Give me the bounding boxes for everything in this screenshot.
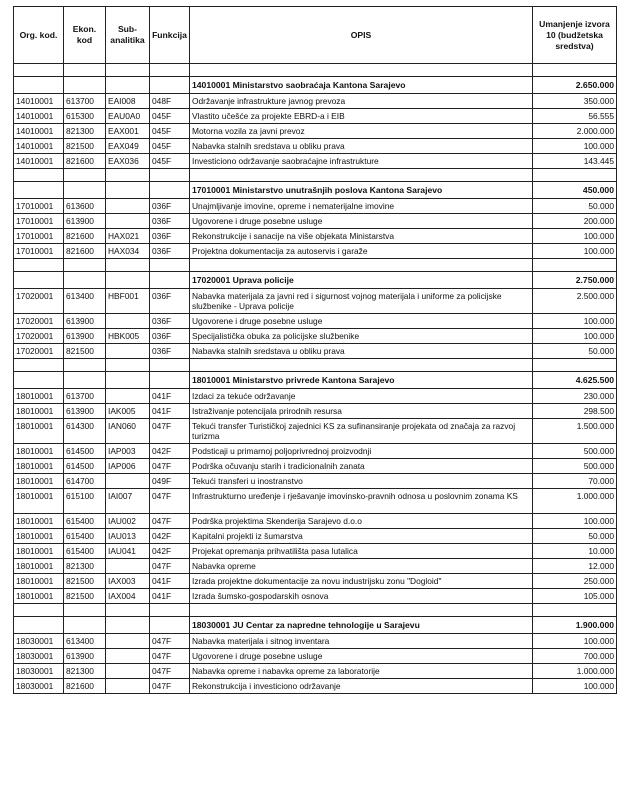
cell-description: Projekat opremanja prihvatilišta pasa lutalica — [190, 544, 533, 559]
cell-description: Rekonstrukcija i investiciono održavanje — [190, 679, 533, 694]
table-row — [14, 634, 617, 649]
table-row — [14, 474, 617, 489]
table-row — [14, 389, 617, 404]
cell-function: 047F — [150, 459, 190, 474]
cell-econ-code: 613900 — [64, 314, 106, 329]
cell-description — [190, 64, 533, 77]
section-total: 2.750.000 — [533, 272, 617, 289]
cell-subanalytics: EAI008 — [106, 94, 150, 109]
cell-description: Tekući transfer Turističkoj zajednici KS za sufinansiranje projekata od značaja za razvoj turizma — [190, 419, 533, 444]
cell-function: 036F — [150, 329, 190, 344]
cell-org-code: 14010001 — [14, 124, 64, 139]
section-total: 1.900.000 — [533, 617, 617, 634]
spacer-row — [14, 359, 617, 372]
spacer-row — [14, 169, 617, 182]
cell-description: Ugovorene i druge posebne usluge — [190, 649, 533, 664]
cell-org-code: 18010001 — [14, 529, 64, 544]
cell-subanalytics — [106, 559, 150, 574]
header-row — [14, 7, 617, 64]
cell-description: Infrastrukturno uređenje i rješavanje imovinsko-pravnih odnosa u poslovnim zonama KS — [190, 489, 533, 514]
cell-description: Vlastito učešće za projekte EBRD-a i EIB — [190, 109, 533, 124]
cell-subanalytics — [106, 604, 150, 617]
cell-subanalytics: EAX001 — [106, 124, 150, 139]
cell-amount — [533, 259, 617, 272]
cell-description: Nabavka materijala i sitnog inventara — [190, 634, 533, 649]
cell-amount — [533, 64, 617, 77]
cell-subanalytics — [106, 389, 150, 404]
col-header-ekon: Ekon. kod — [64, 7, 106, 64]
cell-econ-code — [64, 64, 106, 77]
cell-org-code: 18010001 — [14, 589, 64, 604]
cell-econ-code: 821500 — [64, 589, 106, 604]
cell-function: 036F — [150, 244, 190, 259]
cell-subanalytics: IAU013 — [106, 529, 150, 544]
cell-function: 047F — [150, 489, 190, 514]
cell-function: 042F — [150, 544, 190, 559]
cell-function: 042F — [150, 529, 190, 544]
cell-org-code: 18010001 — [14, 559, 64, 574]
cell-subanalytics — [106, 372, 150, 389]
cell-amount: 250.000 — [533, 574, 617, 589]
spacer-row — [14, 604, 617, 617]
cell-subanalytics: EAU0A0 — [106, 109, 150, 124]
cell-econ-code: 821300 — [64, 124, 106, 139]
cell-econ-code: 615400 — [64, 514, 106, 529]
cell-amount: 230.000 — [533, 389, 617, 404]
cell-description — [190, 359, 533, 372]
cell-subanalytics — [106, 314, 150, 329]
cell-amount: 1.000.000 — [533, 489, 617, 514]
cell-description: Nabavka stalnih sredstava u obliku prava — [190, 344, 533, 359]
cell-function: 047F — [150, 664, 190, 679]
cell-amount: 100.000 — [533, 229, 617, 244]
cell-org-code — [14, 64, 64, 77]
spacer-row — [14, 64, 617, 77]
table-row — [14, 289, 617, 314]
cell-description: Održavanje infrastrukture javnog prevoza — [190, 94, 533, 109]
table-row — [14, 109, 617, 124]
cell-org-code: 17010001 — [14, 244, 64, 259]
cell-function: 047F — [150, 559, 190, 574]
cell-amount: 2.000.000 — [533, 124, 617, 139]
cell-org-code: 18030001 — [14, 679, 64, 694]
cell-econ-code: 613900 — [64, 329, 106, 344]
cell-description: Rekonstrukcije i sanacije na više objekata Ministarstva — [190, 229, 533, 244]
cell-function — [150, 64, 190, 77]
cell-amount: 50.000 — [533, 344, 617, 359]
section-header-row — [14, 272, 617, 289]
cell-amount: 70.000 — [533, 474, 617, 489]
cell-amount: 100.000 — [533, 634, 617, 649]
cell-econ-code — [64, 77, 106, 94]
cell-description: Izrada šumsko-gospodarskih osnova — [190, 589, 533, 604]
cell-org-code: 18010001 — [14, 574, 64, 589]
cell-amount: 12.000 — [533, 559, 617, 574]
section-total: 2.650.000 — [533, 77, 617, 94]
cell-description: Motorna vozila za javni prevoz — [190, 124, 533, 139]
cell-description: Nabavka materijala za javni red i sigurnost vojnog materijala i uniforme za policijske službenike - Uprava policije — [190, 289, 533, 314]
cell-function: 041F — [150, 404, 190, 419]
cell-econ-code: 821500 — [64, 344, 106, 359]
cell-function: 047F — [150, 679, 190, 694]
cell-org-code: 17020001 — [14, 344, 64, 359]
cell-function: 047F — [150, 634, 190, 649]
cell-org-code: 18030001 — [14, 649, 64, 664]
cell-function: 048F — [150, 94, 190, 109]
cell-org-code — [14, 169, 64, 182]
cell-function: 036F — [150, 344, 190, 359]
cell-amount: 50.000 — [533, 529, 617, 544]
table-row — [14, 459, 617, 474]
cell-org-code: 18010001 — [14, 389, 64, 404]
cell-subanalytics — [106, 272, 150, 289]
section-title: 14010001 Ministarstvo saobraćaja Kantona Sarajevo — [190, 77, 533, 94]
cell-subanalytics — [106, 649, 150, 664]
cell-econ-code: 613600 — [64, 199, 106, 214]
cell-function: 041F — [150, 389, 190, 404]
cell-econ-code: 613900 — [64, 649, 106, 664]
col-header-org: Org. kod. — [14, 7, 64, 64]
cell-description: Podsticaji u primarnoj poljoprivrednoj proizvodnji — [190, 444, 533, 459]
cell-econ-code: 613400 — [64, 634, 106, 649]
table-row — [14, 589, 617, 604]
cell-function — [150, 77, 190, 94]
cell-econ-code: 613700 — [64, 94, 106, 109]
cell-description: Podrška očuvanju starih i tradicionalnih zanata — [190, 459, 533, 474]
cell-amount: 2.500.000 — [533, 289, 617, 314]
cell-subanalytics: HAX034 — [106, 244, 150, 259]
cell-description: Izdaci za tekuće održavanje — [190, 389, 533, 404]
cell-org-code: 14010001 — [14, 109, 64, 124]
cell-subanalytics — [106, 182, 150, 199]
cell-amount — [533, 359, 617, 372]
cell-amount: 500.000 — [533, 444, 617, 459]
table-row — [14, 199, 617, 214]
cell-amount: 350.000 — [533, 94, 617, 109]
col-header-desc: OPIS — [190, 7, 533, 64]
cell-econ-code: 614300 — [64, 419, 106, 444]
cell-econ-code — [64, 182, 106, 199]
cell-function — [150, 604, 190, 617]
cell-description — [190, 259, 533, 272]
cell-org-code: 17010001 — [14, 199, 64, 214]
cell-econ-code: 615100 — [64, 489, 106, 514]
cell-function: 045F — [150, 139, 190, 154]
cell-amount — [533, 604, 617, 617]
cell-econ-code: 821600 — [64, 229, 106, 244]
cell-org-code — [14, 272, 64, 289]
cell-function — [150, 259, 190, 272]
cell-subanalytics: IAP003 — [106, 444, 150, 459]
cell-econ-code: 613700 — [64, 389, 106, 404]
cell-subanalytics — [106, 214, 150, 229]
cell-subanalytics — [106, 64, 150, 77]
cell-description: Nabavka opreme — [190, 559, 533, 574]
cell-function: 036F — [150, 289, 190, 314]
table-row — [14, 544, 617, 559]
cell-amount: 10.000 — [533, 544, 617, 559]
cell-org-code: 18030001 — [14, 664, 64, 679]
cell-econ-code: 614700 — [64, 474, 106, 489]
cell-econ-code: 614500 — [64, 444, 106, 459]
cell-org-code: 18010001 — [14, 444, 64, 459]
table-row — [14, 649, 617, 664]
cell-function — [150, 372, 190, 389]
cell-function: 047F — [150, 419, 190, 444]
cell-amount: 1.500.000 — [533, 419, 617, 444]
cell-function: 049F — [150, 474, 190, 489]
col-header-amount: Umanjenje izvora 10 (budžetska sredstva) — [533, 7, 617, 64]
cell-description: Izrada projektne dokumentacije za novu industrijsku zonu "Dogloid" — [190, 574, 533, 589]
section-header-row — [14, 182, 617, 199]
cell-subanalytics: HBK005 — [106, 329, 150, 344]
table-row — [14, 229, 617, 244]
cell-function: 036F — [150, 214, 190, 229]
cell-description: Istraživanje potencijala prirodnih resursa — [190, 404, 533, 419]
cell-amount: 100.000 — [533, 244, 617, 259]
cell-function: 042F — [150, 444, 190, 459]
cell-subanalytics — [106, 344, 150, 359]
cell-subanalytics — [106, 617, 150, 634]
cell-amount: 100.000 — [533, 329, 617, 344]
cell-function: 041F — [150, 574, 190, 589]
cell-subanalytics: IAK005 — [106, 404, 150, 419]
cell-function: 036F — [150, 229, 190, 244]
cell-econ-code — [64, 617, 106, 634]
cell-org-code: 18010001 — [14, 474, 64, 489]
cell-subanalytics — [106, 77, 150, 94]
col-header-func: Funkcija — [150, 7, 190, 64]
table-row — [14, 404, 617, 419]
section-total: 450.000 — [533, 182, 617, 199]
cell-description: Nabavka stalnih sredstava u obliku prava — [190, 139, 533, 154]
cell-description: Projektna dokumentacija za autoservis i garaže — [190, 244, 533, 259]
cell-function: 041F — [150, 589, 190, 604]
table-row — [14, 244, 617, 259]
cell-subanalytics — [106, 634, 150, 649]
cell-function: 036F — [150, 199, 190, 214]
cell-subanalytics: EAX049 — [106, 139, 150, 154]
cell-subanalytics — [106, 199, 150, 214]
cell-org-code — [14, 359, 64, 372]
table-row — [14, 314, 617, 329]
cell-function: 036F — [150, 314, 190, 329]
cell-econ-code: 615400 — [64, 529, 106, 544]
cell-org-code: 18010001 — [14, 514, 64, 529]
table-body — [14, 64, 617, 694]
table-row — [14, 214, 617, 229]
cell-subanalytics — [106, 359, 150, 372]
cell-function — [150, 182, 190, 199]
cell-amount: 56.555 — [533, 109, 617, 124]
section-header-row — [14, 77, 617, 94]
cell-subanalytics — [106, 664, 150, 679]
cell-subanalytics: IAX003 — [106, 574, 150, 589]
cell-org-code: 14010001 — [14, 139, 64, 154]
section-title: 17010001 Ministarstvo unutrašnjih poslova Kantona Sarajevo — [190, 182, 533, 199]
cell-econ-code: 821600 — [64, 244, 106, 259]
table-row — [14, 574, 617, 589]
cell-org-code — [14, 77, 64, 94]
cell-amount: 100.000 — [533, 679, 617, 694]
cell-subanalytics: IAI007 — [106, 489, 150, 514]
table-row — [14, 139, 617, 154]
table-row — [14, 444, 617, 459]
cell-econ-code: 615400 — [64, 544, 106, 559]
cell-econ-code — [64, 604, 106, 617]
cell-amount: 500.000 — [533, 459, 617, 474]
cell-org-code — [14, 259, 64, 272]
budget-document — [13, 6, 616, 694]
cell-econ-code: 821500 — [64, 139, 106, 154]
table-row — [14, 154, 617, 169]
cell-econ-code: 613900 — [64, 404, 106, 419]
cell-function: 047F — [150, 514, 190, 529]
cell-description: Podrška projektima Skenderija Sarajevo d.o.o — [190, 514, 533, 529]
cell-econ-code: 613400 — [64, 289, 106, 314]
section-title: 18010001 Ministarstvo privrede Kantona Sarajevo — [190, 372, 533, 389]
cell-subanalytics — [106, 169, 150, 182]
cell-description: Unajmljivanje imovine, opreme i nematerijalne imovine — [190, 199, 533, 214]
cell-subanalytics — [106, 679, 150, 694]
cell-econ-code — [64, 372, 106, 389]
cell-subanalytics — [106, 259, 150, 272]
cell-org-code: 17020001 — [14, 314, 64, 329]
cell-subanalytics: IAU002 — [106, 514, 150, 529]
table-row — [14, 559, 617, 574]
section-title: 18030001 JU Centar za napredne tehnologije u Sarajevu — [190, 617, 533, 634]
cell-org-code: 17020001 — [14, 289, 64, 314]
cell-subanalytics: HBF001 — [106, 289, 150, 314]
cell-description: Specijalistička obuka za policijske službenike — [190, 329, 533, 344]
cell-org-code: 17020001 — [14, 329, 64, 344]
table-row — [14, 124, 617, 139]
cell-econ-code — [64, 169, 106, 182]
cell-org-code — [14, 604, 64, 617]
cell-org-code: 18010001 — [14, 404, 64, 419]
cell-amount: 143.445 — [533, 154, 617, 169]
table-row — [14, 529, 617, 544]
cell-amount: 100.000 — [533, 314, 617, 329]
cell-function: 047F — [150, 649, 190, 664]
cell-org-code: 18010001 — [14, 489, 64, 514]
cell-econ-code: 821600 — [64, 154, 106, 169]
section-header-row — [14, 617, 617, 634]
cell-description — [190, 604, 533, 617]
cell-org-code: 14010001 — [14, 94, 64, 109]
cell-org-code — [14, 182, 64, 199]
cell-econ-code: 821500 — [64, 574, 106, 589]
cell-description: Investiciono održavanje saobraćajne infrastrukture — [190, 154, 533, 169]
cell-amount: 200.000 — [533, 214, 617, 229]
cell-amount — [533, 169, 617, 182]
cell-org-code: 18010001 — [14, 544, 64, 559]
table-row — [14, 489, 617, 514]
cell-amount: 298.500 — [533, 404, 617, 419]
cell-amount: 1.000.000 — [533, 664, 617, 679]
section-header-row — [14, 372, 617, 389]
cell-subanalytics: EAX036 — [106, 154, 150, 169]
cell-description: Ugovorene i druge posebne usluge — [190, 214, 533, 229]
cell-amount: 700.000 — [533, 649, 617, 664]
cell-econ-code: 821600 — [64, 679, 106, 694]
cell-function: 045F — [150, 154, 190, 169]
cell-function: 045F — [150, 109, 190, 124]
cell-subanalytics: IAP006 — [106, 459, 150, 474]
cell-description — [190, 169, 533, 182]
cell-description: Ugovorene i druge posebne usluge — [190, 314, 533, 329]
cell-subanalytics: IAU041 — [106, 544, 150, 559]
cell-org-code — [14, 372, 64, 389]
cell-econ-code — [64, 359, 106, 372]
cell-function — [150, 272, 190, 289]
cell-org-code — [14, 617, 64, 634]
cell-function — [150, 359, 190, 372]
cell-function — [150, 617, 190, 634]
cell-org-code: 14010001 — [14, 154, 64, 169]
table-row — [14, 679, 617, 694]
cell-econ-code: 613900 — [64, 214, 106, 229]
cell-econ-code: 821300 — [64, 664, 106, 679]
cell-subanalytics: IAN060 — [106, 419, 150, 444]
table-row — [14, 344, 617, 359]
cell-econ-code: 614500 — [64, 459, 106, 474]
cell-econ-code — [64, 272, 106, 289]
cell-org-code: 18010001 — [14, 419, 64, 444]
cell-description: Kapitalni projekti iz šumarstva — [190, 529, 533, 544]
cell-amount: 105.000 — [533, 589, 617, 604]
table-row — [14, 664, 617, 679]
cell-description: Tekući transferi u inostranstvo — [190, 474, 533, 489]
cell-org-code: 17010001 — [14, 214, 64, 229]
cell-subanalytics: HAX021 — [106, 229, 150, 244]
cell-description: Nabavka opreme i nabavka opreme za laboratorije — [190, 664, 533, 679]
cell-org-code: 17010001 — [14, 229, 64, 244]
table-row — [14, 514, 617, 529]
cell-function — [150, 169, 190, 182]
section-total: 4.625.500 — [533, 372, 617, 389]
cell-econ-code: 615300 — [64, 109, 106, 124]
cell-econ-code — [64, 259, 106, 272]
cell-subanalytics — [106, 474, 150, 489]
cell-function: 045F — [150, 124, 190, 139]
cell-amount: 100.000 — [533, 139, 617, 154]
budget-table — [13, 6, 617, 694]
cell-subanalytics: IAX004 — [106, 589, 150, 604]
cell-amount: 50.000 — [533, 199, 617, 214]
section-title: 17020001 Uprava policije — [190, 272, 533, 289]
spacer-row — [14, 259, 617, 272]
table-row — [14, 94, 617, 109]
cell-org-code: 18030001 — [14, 634, 64, 649]
col-header-sub: Sub-analitika — [106, 7, 150, 64]
cell-econ-code: 821300 — [64, 559, 106, 574]
cell-org-code: 18010001 — [14, 459, 64, 474]
cell-amount: 100.000 — [533, 514, 617, 529]
table-row — [14, 329, 617, 344]
table-row — [14, 419, 617, 444]
